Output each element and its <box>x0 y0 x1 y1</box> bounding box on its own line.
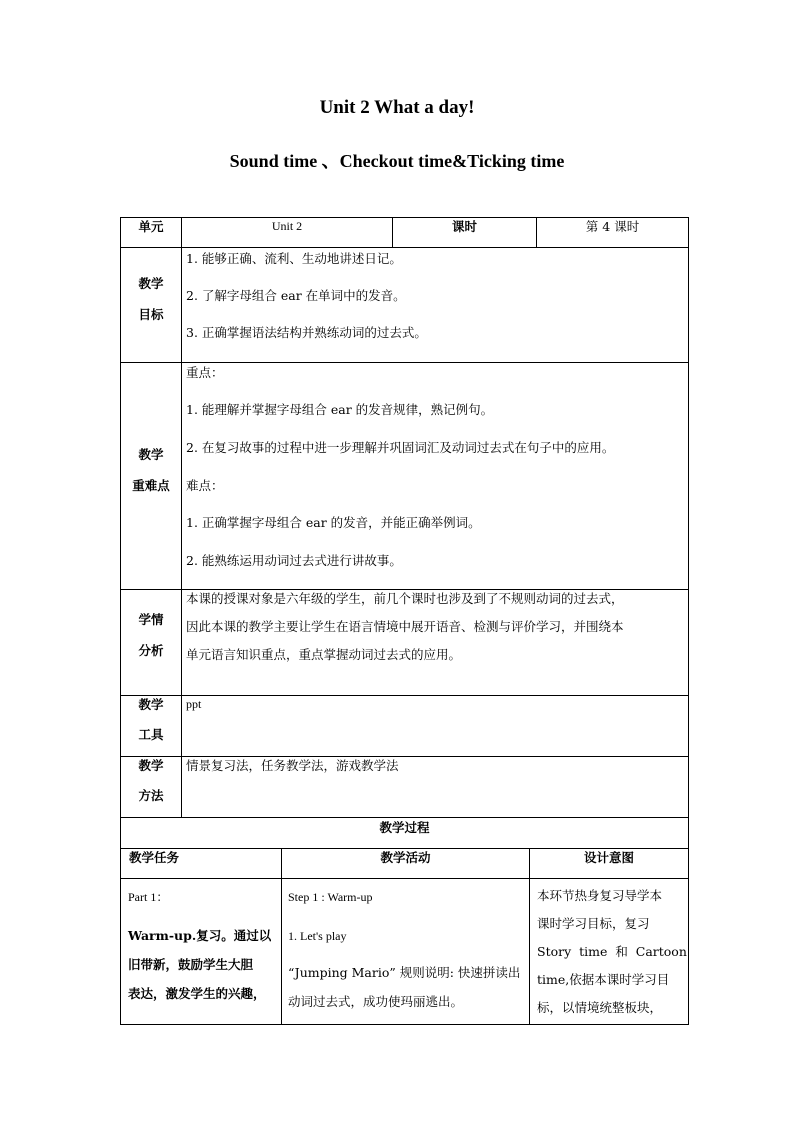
goals-label: 教学 <box>138 276 164 291</box>
table-border <box>120 247 689 248</box>
goals-label: 目标 <box>138 307 164 322</box>
table-border <box>120 1024 689 1025</box>
tools-label: 工具 <box>138 727 164 742</box>
table-border <box>529 848 530 1024</box>
table-border <box>181 217 182 817</box>
table-border <box>120 848 689 849</box>
table-border <box>120 756 689 757</box>
analysis-line: 单元语言知识重点，重点掌握动词过去式的应用。 <box>186 647 462 662</box>
activity-line: 动词过去式，成功使玛丽逃出。 <box>288 994 464 1009</box>
unit-value: Unit 2 <box>271 219 303 233</box>
intent-line: 课时学习目标，复习 <box>537 916 650 931</box>
key-point-item: 2. 在复习故事的过程中进一步理解并巩固词汇及动词过去式在句子中的应用。 <box>186 440 615 455</box>
tools-value: ppt <box>186 697 202 711</box>
task-line: Part 1： <box>128 890 169 904</box>
column-header-intent: 设计意图 <box>583 850 634 865</box>
table-border <box>120 217 689 218</box>
intent-line: time,依据本课时学习目 <box>537 972 670 987</box>
table-border <box>120 817 689 818</box>
table-border <box>281 848 282 1024</box>
goal-item: 2. 了解字母组合 ear 在单词中的发音。 <box>186 288 406 303</box>
period-value: 第 4 课时 <box>585 219 640 234</box>
tools-label: 教学 <box>138 697 164 712</box>
key-points-label: 重难点 <box>132 478 170 493</box>
activity-line: “Jumping Mario” 规则说明: 快速拼读出 <box>288 965 521 980</box>
task-line: 表达，激发学生的兴趣， <box>128 986 266 1001</box>
intent-line: 本环节热身复习导学本 <box>537 888 663 903</box>
key-points-heading: 重点： <box>186 365 224 380</box>
difficult-point-item: 2. 能熟练运用动词过去式进行讲故事。 <box>186 553 402 568</box>
task-line: Warm-up.复习。通过以 <box>128 928 272 943</box>
column-header-task: 教学任务 <box>129 850 180 865</box>
unit-label: 单元 <box>138 219 164 234</box>
task-line: 旧带新，鼓励学生大胆 <box>128 957 254 972</box>
key-point-item: 1. 能理解并掌握字母组合 ear 的发音规律，熟记例句。 <box>186 402 494 417</box>
table-border <box>120 589 689 590</box>
methods-label: 方法 <box>138 788 164 803</box>
difficult-point-item: 1. 正确掌握字母组合 ear 的发音，并能正确举例词。 <box>186 515 481 530</box>
table-border <box>120 695 689 696</box>
intent-line: 标，以情境统整板块， <box>537 1000 663 1015</box>
process-heading: 教学过程 <box>379 820 430 835</box>
goal-item: 1. 能够正确、流利、生动地讲述日记。 <box>186 251 402 266</box>
intent-line: Story time 和 Cartoon <box>537 944 687 959</box>
table-border <box>120 878 689 879</box>
analysis-line: 本课的授课对象是六年级的学生，前几个课时也涉及到了不规则动词的过去式， <box>186 591 624 606</box>
activity-line: Step 1 : Warm-up <box>288 890 373 904</box>
analysis-label: 学情 <box>138 612 164 627</box>
difficult-points-heading: 难点： <box>186 478 224 493</box>
methods-label: 教学 <box>138 758 164 773</box>
methods-value: 情景复习法，任务教学法，游戏教学法 <box>186 758 399 773</box>
goal-item: 3. 正确掌握语法结构并熟练动词的过去式。 <box>186 325 427 340</box>
analysis-line: 因此本课的教学主要让学生在语言情境中展开语音、检测与评价学习，并围绕本 <box>186 619 624 634</box>
activity-line: 1. Let's play <box>288 929 347 943</box>
key-points-label: 教学 <box>138 447 164 462</box>
table-border <box>120 362 689 363</box>
document-subtitle: Sound time 、Checkout time&Ticking time <box>229 151 565 171</box>
column-header-activity: 教学活动 <box>380 850 431 865</box>
document-title: Unit 2 What a day! <box>319 97 475 118</box>
period-label: 课时 <box>451 219 477 234</box>
analysis-label: 分析 <box>138 643 164 658</box>
table-border <box>688 217 689 1025</box>
